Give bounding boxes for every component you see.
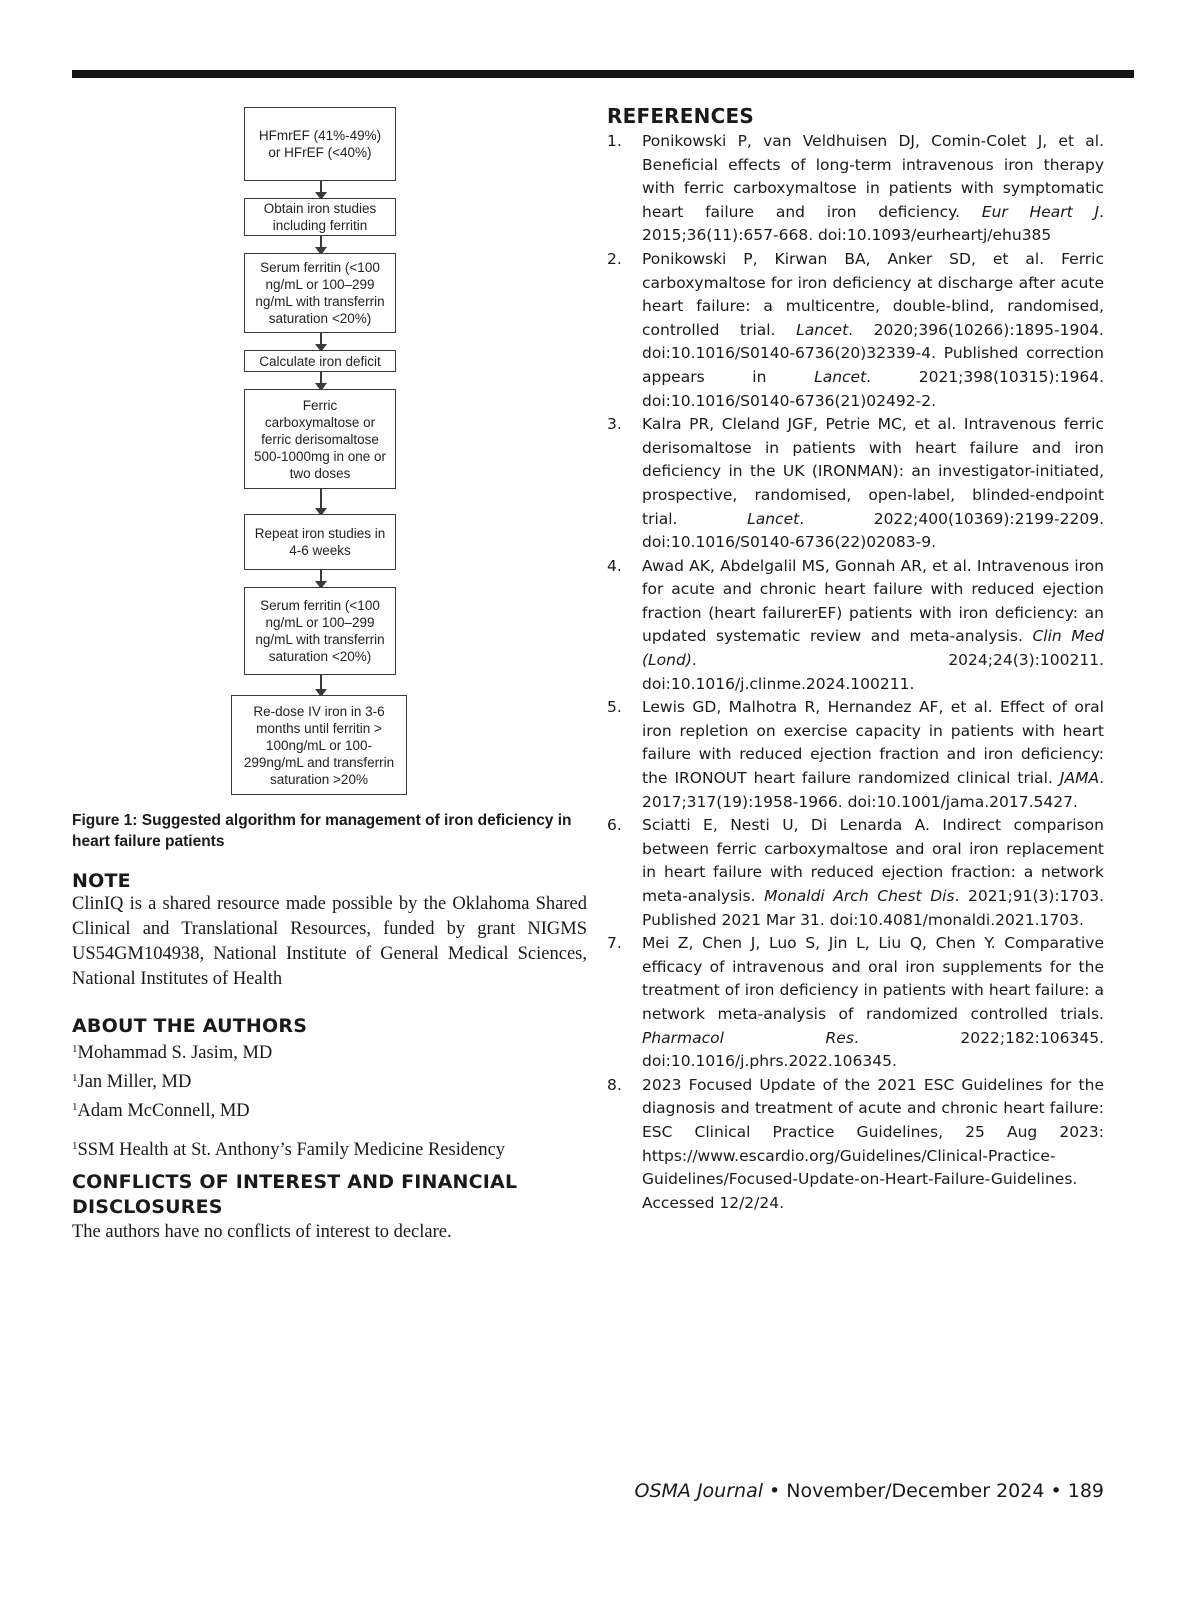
reference-text: . 2015;36(11):657-668. doi:10.1093/eurheartj/ehu385 (642, 202, 1105, 245)
flow-box-serum-ferritin-1 (244, 253, 396, 333)
flow-box-hf-type (244, 107, 396, 181)
reference-text: Ponikowski P, Kirwan BA, Anker SD, et al. Ferric carboxymaltose for iron deficiency at discharge after acute heart failure: a multicentre, double-blind, randomised, controlled trial. (642, 249, 1104, 339)
flow-box-calc-deficit (244, 350, 396, 372)
affiliation-line (72, 1134, 587, 1163)
references-column (607, 104, 1104, 1215)
reference-text: . 2020;396(10266):1895-1904. doi:10.1016/S0140-6736(20)32339-4. Published correction appears in (642, 320, 1104, 386)
reference-item (607, 413, 1104, 555)
reference-number: 4. (607, 556, 622, 575)
reference-number: 2. (607, 249, 622, 268)
flow-box-serum-ferritin-2 (244, 587, 396, 675)
flow-box-text: Obtain iron studies including ferritin (263, 201, 377, 233)
flow-arrow (320, 181, 322, 198)
reference-text: Ponikowski P, van Veldhuisen DJ, Comin-Colet J, et al. Beneficial effects of long-term intravenous iron therapy with ferric carboxymaltose in patients with symptomatic heart failure and iron deficiency. (642, 132, 1104, 221)
left-column (72, 100, 587, 1242)
flow-box-text: HFmrEF (41%-49%) or HFrEF (<40%) (258, 128, 382, 160)
reference-item (607, 248, 1104, 413)
note-heading: NOTE (72, 870, 131, 892)
references-heading: REFERENCES (607, 104, 754, 128)
figure-caption: Figure 1: Suggested algorithm for management of iron deficiency in heart failure patients (72, 812, 572, 850)
reference-journal: Pharmacol Res (642, 1028, 854, 1047)
reference-journal: JAMA (1059, 769, 1100, 788)
reference-text: Lewis GD, Malhotra R, Hernandez AF, et al. Effect of oral iron repletion on exercise capacity in patients with heart failure with reduced ejection fraction and iron deficiency: the IRONOUT heart failure randomized clinical trial. (642, 698, 1104, 788)
reference-text: Sciatti E, Nesti U, Di Lenarda A. Indirect comparison between ferric carboxymaltose and oral iron replacement in heart failure with reduced ejection fraction: a network meta-analysis. (642, 816, 1104, 905)
flow-box-text: Ferric carboxymaltose or ferric derisomaltose 500-1000mg in one or two doses (253, 397, 387, 481)
about-authors-section (72, 1015, 587, 1182)
reference-list (607, 130, 1104, 1215)
flow-box-text: Calculate iron deficit (259, 353, 381, 369)
flow-box-text: Repeat iron studies in 4-6 weeks (254, 526, 386, 558)
footer-issue: • November/December 2024 • 189 (763, 1480, 1104, 1502)
flowchart (72, 100, 587, 825)
author-line (72, 1037, 587, 1066)
reference-item (607, 932, 1104, 1074)
footer-journal-name: OSMA Journal (634, 1480, 763, 1502)
author-line (72, 1066, 587, 1095)
reference-text: Mei Z, Chen J, Luo S, Jin L, Liu Q, Chen Y. Comparative efficacy of intravenous and oral iron supplements for the treatment of iron deficiency in patients with heart failure: a network meta-analysis of randomized controlled trials. (642, 934, 1104, 1023)
reference-journal: Eur Heart J (981, 202, 1100, 221)
coi-body: The authors have no conflicts of interest to declare. (72, 1222, 452, 1242)
reference-text: . 2024;24(3):100211. doi:10.1016/j.clinme.2024.100211. (642, 651, 1104, 693)
reference-number: 1. (607, 132, 622, 150)
flow-box-text: Serum ferritin (<100 ng/mL or 100–299 ng/mL with transferrin saturation <20%) (255, 260, 385, 326)
flow-box-obtain-studies (244, 198, 396, 236)
reference-text: Kalra PR, Cleland JGF, Petrie MC, et al. Intravenous ferric derisomaltose in patients with heart failure and iron deficiency in the UK (IRONMAN): an investigator-initiated, prospective, randomised, open-label, blinded-endpoint trial. (642, 415, 1104, 528)
author-name: Adam McConnell, MD (77, 1101, 250, 1121)
flow-box-ferric-dose (244, 389, 396, 489)
top-rule (72, 70, 1134, 78)
reference-item (607, 814, 1104, 932)
reference-item (607, 1074, 1104, 1216)
reference-journal: Monaldi Arch Chest Dis (764, 887, 955, 905)
flow-box-text: Re-dose IV iron in 3-6 months until ferritin > 100ng/mL or 100- 299ng/mL and transferrin saturation >20% (243, 703, 395, 787)
note-body: ClinIQ is a shared resource made possible by the Oklahoma Shared Clinical and Translational Resources, funded by grant NIGMS US54GM104938, National Institute of General Medical Sciences, National Institutes of Health (72, 894, 587, 989)
flow-arrow (320, 489, 322, 514)
reference-journal: Lancet (814, 367, 867, 386)
reference-text: . 2021;398(10315):1964. doi:10.1016/S0140-6736(21)02492-2. (642, 367, 1104, 410)
note-section (72, 870, 587, 992)
reference-text: 2023 Focused Update of the 2021 ESC Guidelines for the diagnosis and treatment of acute and chronic heart failure: ESC Clinical Practice Guidelines, 25 Aug 2023: https://www.escardio.org/Guidelines/Clinical-Practice-Guidelines/Focused-Update-on-Heart-Failure-Guidelines. Accessed 12/2/24. (642, 1075, 1104, 1212)
flow-arrow (320, 372, 322, 389)
affiliation-marker: 1 (72, 1140, 78, 1152)
reference-text: . 2017;317(19):1958-1966. doi:10.1001/jama.2017.5427. (642, 769, 1104, 811)
author-name: Mohammad S. Jasim, MD (77, 1043, 273, 1063)
author-name: Jan Miller, MD (77, 1072, 192, 1092)
reference-text: . 2021;91(3):1703. Published 2021 Mar 31. doi:10.4081/monaldi.2021.1703. (642, 887, 1104, 929)
reference-text: . 2022;182:106345. doi:10.1016/j.phrs.2022.106345. (642, 1028, 1104, 1071)
reference-number: 8. (607, 1075, 622, 1094)
affiliation-marker: 1 (72, 1043, 78, 1055)
flow-box-redose (231, 695, 407, 795)
reference-journal: Clin Med (Lond) (642, 627, 1105, 670)
affiliation-marker: 1 (72, 1101, 78, 1113)
flow-arrow (320, 675, 322, 695)
affiliation-marker: 1 (72, 1072, 78, 1084)
reference-item (607, 555, 1104, 697)
page-footer (635, 1480, 1105, 1502)
reference-journal: Lancet (796, 320, 849, 339)
flow-arrow (320, 333, 322, 350)
reference-number: 5. (607, 698, 622, 717)
reference-item (607, 696, 1104, 814)
flow-arrow (320, 236, 322, 253)
flow-arrow (320, 570, 322, 587)
reference-text: . 2022;400(10369):2199-2209. doi:10.1016/S0140-6736(22)02083-9. (642, 509, 1104, 552)
reference-text: Awad AK, Abdelgalil MS, Gonnah AR, et al. Intravenous iron for acute and chronic heart failure with reduced ejection fraction (heart failurerEF) patients with iron deficiency: an updated systematic review and meta-analysis. (642, 556, 1104, 646)
about-authors-heading: ABOUT THE AUTHORS (72, 1015, 308, 1037)
reference-number: 3. (607, 415, 622, 434)
coi-heading: CONFLICTS OF INTEREST AND FINANCIAL DISCLOSURES (72, 1171, 518, 1218)
coi-section (72, 1170, 587, 1245)
affiliation-text: SSM Health at St. Anthony’s Family Medicine Residency (77, 1140, 506, 1160)
reference-number: 6. (607, 816, 622, 835)
reference-journal: Lancet (747, 509, 800, 528)
flow-box-repeat-studies (244, 514, 396, 570)
author-line (72, 1095, 587, 1124)
flow-box-text: Serum ferritin (<100 ng/mL or 100–299 ng/mL with transferrin saturation <20%) (255, 598, 385, 664)
reference-item (607, 130, 1104, 248)
reference-number: 7. (607, 934, 622, 953)
